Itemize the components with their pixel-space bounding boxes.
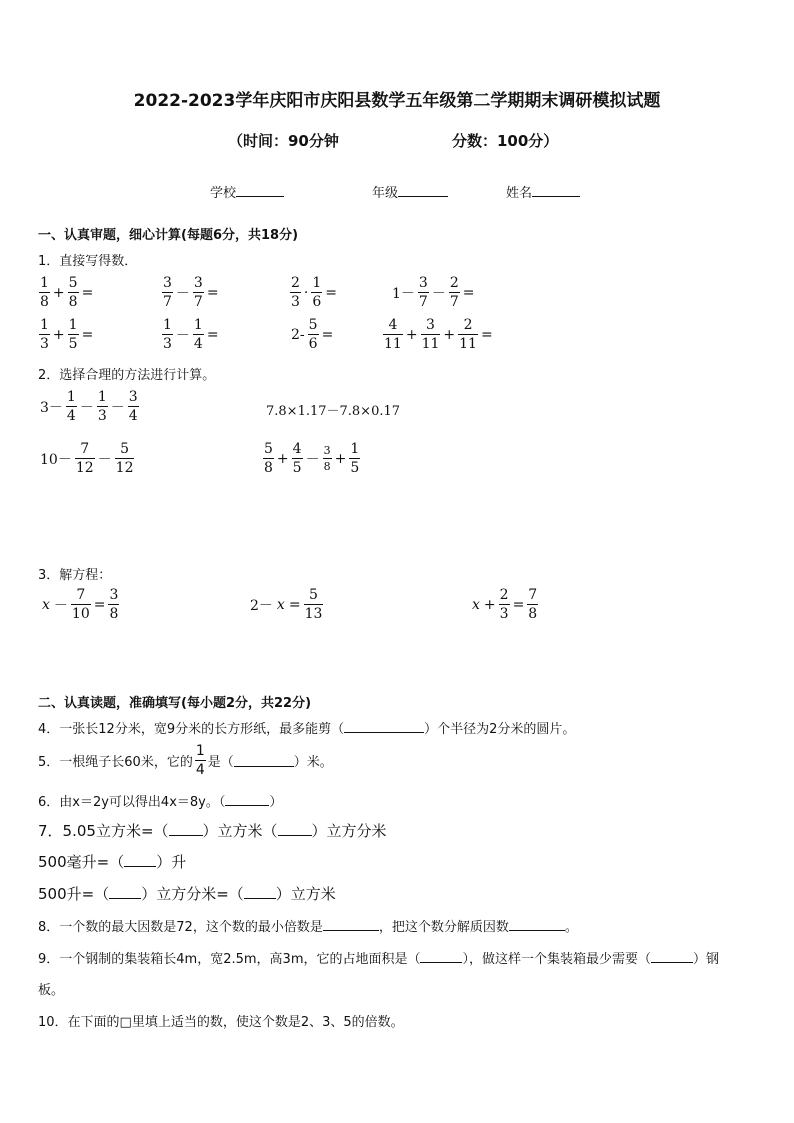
q7-line-3: 500升=（ ）立方分米=（ ）立方米 xyxy=(38,885,336,903)
q2-expr-2: 7.8×1.17－7.8×0.17 xyxy=(266,404,401,419)
q10: 10．在下面的□里填上适当的数，使这个数是2、3、5的倍数。 xyxy=(38,1015,404,1030)
q1-expr-1: $\frac{1}{8}$ + $\frac{5}{8}$ = xyxy=(40,275,94,310)
q7-blank-5[interactable] xyxy=(244,886,276,899)
name-field[interactable] xyxy=(506,182,580,201)
q1-expr-2: $\frac{3}{7}$ － $\frac{3}{7}$ = xyxy=(163,275,219,310)
q1-expr-7: 2- $\frac{5}{6}$ = xyxy=(291,317,334,352)
q1-expr-8: $\frac{4}{11}$ + $\frac{3}{11}$ + $\frac{2}{11}$ = xyxy=(384,317,493,352)
q7-blank-1[interactable] xyxy=(169,823,203,836)
grade-blank[interactable] xyxy=(398,184,448,197)
q6-blank[interactable] xyxy=(225,793,269,806)
q9-blank-1[interactable] xyxy=(420,950,462,963)
name-blank[interactable] xyxy=(532,184,580,197)
q2-label: 2．选择合理的方法进行计算。 xyxy=(38,368,216,383)
section-2-heading: 二、认真读题，准确填写(每小题2分，共22分) xyxy=(38,696,312,711)
q2-expr-4: $\frac{5}{8}$ + $\frac{4}{5}$ － $\frac{3}{8}$ + $\frac{1}{5}$ xyxy=(264,441,360,476)
school-blank[interactable] xyxy=(236,184,284,197)
q2-expr-3: 10－ $\frac{7}{12}$ － $\frac{5}{12}$ xyxy=(40,441,134,476)
q3-expr-3: x + $\frac{2}{3}$ = $\frac{7}{8}$ xyxy=(472,587,538,622)
q1-label: 1．直接写得数． xyxy=(38,254,138,269)
score-label: 分数：100分） xyxy=(452,132,559,150)
q3-expr-1: x － $\frac{7}{10}$ = $\frac{3}{8}$ xyxy=(42,587,119,622)
q3-expr-2: 2－ x = $\frac{5}{13}$ xyxy=(250,587,323,622)
q7-line-1: 7．5.05立方米=（ ）立方米（ ）立方分米 xyxy=(38,822,387,840)
q1-expr-4: 1－ $\frac{3}{7}$ － $\frac{2}{7}$ = xyxy=(392,275,475,310)
q7-blank-4[interactable] xyxy=(109,886,141,899)
q8-blank-1[interactable] xyxy=(323,918,379,931)
q8-blank-2[interactable] xyxy=(509,918,565,931)
page-title: 2022-2023学年庆阳市庆阳县数学五年级第二学期期末调研模拟试题 xyxy=(133,91,661,111)
q9-line-2: 板。 xyxy=(38,983,65,998)
q1-expr-3: $\frac{2}{3}$ · $\frac{1}{6}$ = xyxy=(291,275,338,310)
q3-label: 3．解方程： xyxy=(38,568,112,583)
name-label: 姓名 xyxy=(506,186,533,201)
q1-expr-6: $\frac{1}{3}$ － $\frac{1}{4}$ = xyxy=(163,317,219,352)
q4-blank[interactable] xyxy=(344,720,424,733)
q7-blank-2[interactable] xyxy=(278,823,312,836)
grade-label: 年级 xyxy=(372,186,399,201)
q5: 5．一根绳子长60米，它的 $\frac{1}{4}$ 是（ ）米。 xyxy=(38,743,333,778)
time-label: （时间：90分钟 xyxy=(228,132,339,150)
grade-field[interactable] xyxy=(372,182,448,201)
q7-line-2: 500毫升=（ ）升 xyxy=(38,853,187,871)
section-1-heading: 一、认真审题，细心计算(每题6分，共18分) xyxy=(38,228,299,243)
q9-blank-2[interactable] xyxy=(651,950,693,963)
q8: 8．一个数的最大因数是72，这个数的最小倍数是 ，把这个数分解质因数 。 xyxy=(38,920,578,935)
school-field[interactable] xyxy=(210,182,284,201)
q5-blank[interactable] xyxy=(234,754,294,767)
q9: 9．一个钢制的集装箱长4m，宽2.5m，高3m，它的占地面积是（ ），做这样一个集装箱最少需要（ ）钢 xyxy=(38,952,720,967)
q7-blank-3[interactable] xyxy=(124,854,156,867)
q1-expr-5: $\frac{1}{3}$ + $\frac{1}{5}$ = xyxy=(40,317,94,352)
school-label: 学校 xyxy=(210,186,237,201)
q6: 6．由x＝2y可以得出4x＝8y。（ ） xyxy=(38,795,283,810)
q2-expr-1: 3－ $\frac{1}{4}$ － $\frac{1}{3}$ － $\frac{3}{4}$ xyxy=(40,389,138,424)
q4: 4．一张长12分米，宽9分米的长方形纸，最多能剪（ ）个半径为2分米的圆片。 xyxy=(38,722,576,737)
